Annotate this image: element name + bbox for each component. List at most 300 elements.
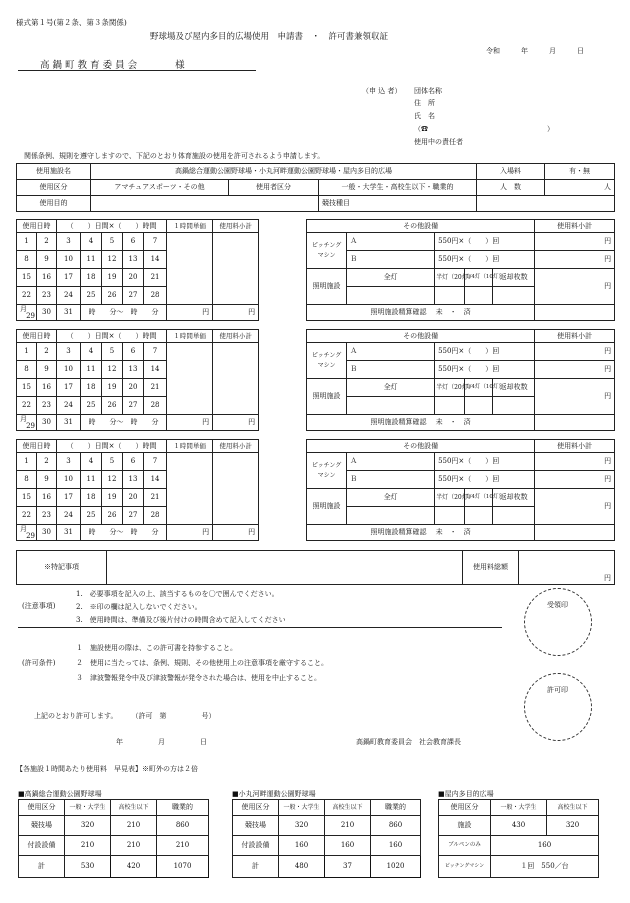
fee-heading: 【各施設１時間あたり使用料 早見表】※町外の方は２倍 [16, 765, 198, 773]
day-cell[interactable]: 15 [17, 379, 37, 397]
recipient-underline [18, 70, 256, 71]
fee-cell: 210 [111, 816, 157, 836]
lighting-quarter[interactable]: 1/4灯（10灯） [465, 379, 493, 397]
day-cell[interactable]: 20 [123, 269, 144, 287]
option-b-price[interactable]: 550円×（ ）回 [435, 471, 535, 489]
conditions-label: (許可条件) [22, 659, 56, 667]
unit-price-cell[interactable] [167, 453, 213, 525]
fee-header: 使用区分 [19, 800, 65, 816]
day-cell[interactable]: 19 [102, 379, 123, 397]
day-cell[interactable]: 28 [144, 507, 167, 525]
special-notes-label: ※特記事項 [17, 551, 107, 585]
gap-cell [259, 233, 307, 321]
day-cell[interactable]: 4 [81, 343, 102, 361]
fee-header: 使用区分 [439, 800, 491, 816]
name-field[interactable]: 氏 名 [414, 112, 435, 120]
unit-price-yen[interactable]: 円 [167, 525, 213, 541]
fee-cell: 210 [157, 836, 209, 856]
day-cell[interactable]: 8 [17, 471, 37, 489]
day-cell[interactable]: 7 [144, 453, 167, 471]
day-cell[interactable]: 2 [37, 233, 57, 251]
day-cell[interactable]: 24 [57, 397, 81, 415]
day-cell[interactable]: 10 [57, 471, 81, 489]
class-label: 使用区分 [17, 180, 91, 196]
option-a-price[interactable]: 550円×（ ）回 [435, 233, 535, 251]
receipt-stamp-circle [524, 588, 592, 656]
fee-total: 480 [279, 856, 325, 878]
user-class-value[interactable]: 一般・大学生・高校生以下・職業的 [319, 180, 477, 196]
event-value[interactable] [477, 196, 615, 212]
lighting-label: 照明施設 [307, 269, 347, 305]
day-cell[interactable]: 26 [102, 287, 123, 305]
day-cell[interactable]: 23 [37, 287, 57, 305]
day-cell[interactable]: 19 [102, 269, 123, 287]
fee-header: 職業的 [157, 800, 209, 816]
fee-cell: 付設設備 [233, 836, 279, 856]
day-cell[interactable]: 28 [144, 287, 167, 305]
fee-table-1-title: ■高鍋総合運動公園野球場 [18, 790, 102, 798]
condition-3: ３ 津波警報発令中及び津波警報が発令された場合は、使用を中止すること。 [76, 674, 321, 682]
date-label: 使用日時 [17, 330, 57, 343]
org-name-field[interactable]: 団体名称 [414, 87, 442, 95]
subtotal-cell[interactable] [213, 233, 259, 305]
gap-cell [259, 453, 307, 541]
option-b[interactable]: Ｂ [347, 361, 435, 379]
special-table [16, 550, 615, 585]
option-a[interactable]: Ａ [347, 453, 435, 471]
option-b-price[interactable]: 550円×（ ）回 [435, 361, 535, 379]
facility-value[interactable]: 高鍋総合運動公園野球場・小丸河畔運動公園野球場・屋内多目的広場 [91, 164, 477, 180]
fee-table-1 [18, 799, 209, 878]
gap-cell [259, 220, 307, 233]
gap-cell [259, 343, 307, 431]
receipt-stamp-label: 受領印 [547, 601, 568, 609]
day-cell[interactable]: 12 [102, 251, 123, 269]
lighting-half-field[interactable] [435, 287, 465, 305]
machine-label: マシン [317, 471, 336, 479]
lighting-yen[interactable]: 円 [535, 269, 615, 305]
lighting-half[interactable]: 半灯（20灯） [435, 489, 465, 507]
notes-label: (注意事項) [22, 602, 56, 610]
day-cell[interactable]: 26 [102, 507, 123, 525]
gap-cell [259, 440, 307, 453]
lighting-label: 照明施設 [307, 379, 347, 415]
return-count-label: 返却枚数 [493, 379, 535, 397]
day-cell[interactable] [17, 305, 37, 321]
intro-text: 関係条例、規則を遵守しますので、下記のとおり体育施設の使用を許可されるよう申請します。 [24, 152, 325, 160]
count-label: 人 数 [477, 180, 545, 196]
day-cell[interactable]: 7 [144, 343, 167, 361]
subtotal-label: 使用料小計 [213, 220, 259, 233]
day-cell[interactable]: 3 [57, 343, 81, 361]
day-cell[interactable]: 5 [102, 453, 123, 471]
fee-table-2 [232, 799, 421, 878]
fee-cell: 210 [325, 816, 371, 836]
day-cell[interactable]: 12 [102, 361, 123, 379]
day-cell[interactable]: 30 [37, 305, 57, 321]
lighting-quarter-field[interactable] [465, 397, 493, 415]
day-cell[interactable] [17, 525, 37, 541]
day-cell[interactable]: 28 [144, 397, 167, 415]
subtotal-yen[interactable]: 円 [213, 305, 259, 321]
lighting-check[interactable]: 照明施設精算確認 未 ・ 済 [307, 525, 535, 541]
other-equipment-label: その他設備 [307, 330, 535, 343]
responsible-field[interactable]: 使用中の責任者 [414, 138, 463, 146]
fee-header: 高校生以下 [547, 800, 599, 816]
date-label: 使用日時 [17, 440, 57, 453]
usage-block-2 [16, 329, 615, 431]
return-count-label: 返却枚数 [493, 489, 535, 507]
subtotal-label: 使用料小計 [213, 440, 259, 453]
purpose-label: 使用目的 [17, 196, 91, 212]
fee-cell: 430 [491, 816, 547, 836]
lighting-quarter[interactable]: 1/4灯（10灯） [465, 489, 493, 507]
total-fee-label: 使用料総額 [463, 551, 519, 585]
day-cell[interactable]: 5 [102, 233, 123, 251]
permit-statement: 上記のとおり許可します。 （許可 第 号） [34, 712, 216, 720]
lighting-half[interactable]: 半灯（20灯） [435, 379, 465, 397]
other-subtotal-label: 使用料小計 [535, 330, 615, 343]
day-cell[interactable]: 23 [37, 397, 57, 415]
lighting-quarter-field[interactable] [465, 287, 493, 305]
fee-header: 職業的 [371, 800, 421, 816]
day-cell[interactable]: 8 [17, 251, 37, 269]
lighting-full-field[interactable] [347, 287, 435, 305]
fee-total: 1070 [157, 856, 209, 878]
day-cell[interactable]: 17 [57, 269, 81, 287]
day-cell[interactable]: 27 [123, 287, 144, 305]
lighting-full[interactable]: 全灯 [347, 379, 435, 397]
day-cell[interactable]: 15 [17, 489, 37, 507]
subtotal-yen[interactable]: 円 [213, 525, 259, 541]
fee-cell: １回 550／台 [491, 856, 599, 878]
pitching-label: ピッチング [311, 241, 342, 249]
check-blank[interactable] [535, 305, 615, 321]
day-cell[interactable]: 15 [17, 269, 37, 287]
day-cell[interactable]: 23 [37, 507, 57, 525]
day-cell[interactable]: 30 [37, 525, 57, 541]
day-cell[interactable]: 5 [102, 343, 123, 361]
fee-cell: ブルペンのみ [439, 836, 491, 856]
fee-total-label: 計 [19, 856, 65, 878]
return-count-field[interactable] [493, 397, 535, 415]
day-cell[interactable]: 2 [37, 453, 57, 471]
day-cell[interactable]: 22 [17, 397, 37, 415]
day-cell[interactable]: 31 [57, 525, 81, 541]
fee-total: 420 [111, 856, 157, 878]
subtotal-cell[interactable] [213, 453, 259, 525]
fee-header: 高校生以下 [325, 800, 371, 816]
fee-cell: ピッチングマシン [439, 856, 491, 878]
lighting-half-field[interactable] [435, 397, 465, 415]
usage-block-3 [16, 439, 615, 541]
date-line[interactable]: 令和 年 月 日 [486, 47, 584, 55]
note-3: 3. 使用時間は、準備及び後片付けの時間含めて記入してください [76, 616, 286, 624]
option-a[interactable]: Ａ [347, 233, 435, 251]
day-cell[interactable]: 31 [57, 415, 81, 431]
return-count-label: 返却枚数 [493, 269, 535, 287]
unit-price-label: １時間単価 [167, 330, 213, 343]
document-title: 野球場及び屋内多目的広場使用 申請書 ・ 許可書兼領収証 [150, 32, 389, 42]
lighting-full[interactable]: 全灯 [347, 489, 435, 507]
fee-header: 一般・大学生 [65, 800, 111, 816]
day-cell[interactable]: 6 [123, 343, 144, 361]
day-cell[interactable]: 3 [57, 453, 81, 471]
lighting-full[interactable]: 全灯 [347, 269, 435, 287]
pitching-machine-label [307, 343, 347, 379]
permit-stamp-label: 許可印 [547, 686, 568, 694]
day-cell[interactable]: 14 [144, 471, 167, 489]
user-class-label: 使用者区分 [229, 180, 319, 196]
day-cell[interactable]: 2 [37, 343, 57, 361]
permit-issuer: 高鍋町教育委員会 社会教育課長 [356, 738, 461, 746]
applicant-label: （申 込 者） [362, 87, 402, 95]
day-cell[interactable]: 20 [123, 489, 144, 507]
day-cell[interactable]: 10 [57, 361, 81, 379]
fee-total: 37 [325, 856, 371, 878]
option-b-yen[interactable]: 円 [535, 471, 615, 489]
day-cell[interactable]: 27 [123, 507, 144, 525]
day-cell[interactable]: 17 [57, 489, 81, 507]
time-range[interactable]: 時 分～ 時 分 [81, 305, 167, 321]
notes-divider [18, 627, 502, 628]
fee-header: 一般・大学生 [491, 800, 547, 816]
other-subtotal-label: 使用料小計 [535, 440, 615, 453]
day-cell[interactable]: 13 [123, 251, 144, 269]
days-label[interactable]: （ ）日間×（ ）時間 [57, 440, 167, 453]
option-b-yen[interactable]: 円 [535, 361, 615, 379]
fee-cell: 160 [491, 836, 599, 856]
day-cell[interactable] [17, 415, 37, 431]
month-label: 月 [20, 524, 27, 533]
option-b[interactable]: Ｂ [347, 471, 435, 489]
total-fee-field[interactable]: 円 [519, 551, 615, 585]
day-cell[interactable]: 4 [81, 453, 102, 471]
day-cell[interactable]: 24 [57, 287, 81, 305]
address-field[interactable]: 住 所 [414, 99, 435, 107]
day-29: 29 [26, 531, 35, 540]
purpose-value[interactable] [91, 196, 319, 212]
fee-cell: 210 [65, 836, 111, 856]
lighting-yen[interactable]: 円 [535, 489, 615, 525]
fee-total-label: 計 [233, 856, 279, 878]
unit-price-yen[interactable]: 円 [167, 305, 213, 321]
return-count-field[interactable] [493, 287, 535, 305]
info-table [16, 163, 615, 212]
fee-cell: 競技場 [233, 816, 279, 836]
day-cell[interactable]: 16 [37, 489, 57, 507]
day-cell[interactable]: 21 [144, 269, 167, 287]
condition-1: １ 施設使用の際は、この許可書を持参すること。 [76, 644, 237, 652]
unit-price-label: １時間単価 [167, 440, 213, 453]
fee-cell: 160 [371, 836, 421, 856]
day-cell[interactable]: 9 [37, 361, 57, 379]
option-a-price[interactable]: 550円×（ ）回 [435, 343, 535, 361]
note-1: 1. 必要事項を記入の上、該当するものを〇で囲んでください。 [76, 590, 279, 598]
day-cell[interactable]: 14 [144, 251, 167, 269]
day-cell[interactable]: 21 [144, 379, 167, 397]
day-cell[interactable]: 10 [57, 251, 81, 269]
fee-cell: 160 [325, 836, 371, 856]
day-29: 29 [26, 311, 35, 320]
fee-table-3-title: ■屋内多目的広場 [438, 790, 494, 798]
lighting-half[interactable]: 半灯（20灯） [435, 269, 465, 287]
pitching-label: ピッチング [311, 461, 342, 469]
option-a-yen[interactable]: 円 [535, 233, 615, 251]
pitching-machine-label [307, 453, 347, 489]
lighting-label: 照明施設 [307, 489, 347, 525]
phone-field[interactable]: （☎ ） [414, 125, 554, 133]
day-cell[interactable]: 18 [81, 269, 102, 287]
pitching-machine-label [307, 233, 347, 269]
permit-stamp-circle [524, 673, 592, 741]
lighting-full-field[interactable] [347, 507, 435, 525]
fee-cell: 付設設備 [19, 836, 65, 856]
count-unit[interactable]: 人 [545, 180, 615, 196]
fee-cell: 競技場 [19, 816, 65, 836]
special-notes-field[interactable] [107, 551, 463, 585]
form-number: 様式第１号(第２条、第３条関係) [16, 18, 127, 27]
facility-label: 使用施設名 [17, 164, 91, 180]
fee-cell: 160 [279, 836, 325, 856]
unit-price-cell[interactable] [167, 233, 213, 305]
gap-cell [259, 330, 307, 343]
option-b-yen[interactable]: 円 [535, 251, 615, 269]
day-cell[interactable]: 27 [123, 397, 144, 415]
other-equipment-label: その他設備 [307, 440, 535, 453]
day-cell[interactable]: 7 [144, 233, 167, 251]
day-cell[interactable]: 13 [123, 471, 144, 489]
return-count-field[interactable] [493, 507, 535, 525]
day-cell[interactable]: 8 [17, 361, 37, 379]
pitching-label: ピッチング [311, 351, 342, 359]
lighting-check[interactable]: 照明施設精算確認 未 ・ 済 [307, 415, 535, 431]
day-cell[interactable]: 18 [81, 489, 102, 507]
unit-price-cell[interactable] [167, 343, 213, 415]
day-cell[interactable]: 25 [81, 397, 102, 415]
day-cell[interactable]: 1 [17, 233, 37, 251]
day-cell[interactable]: 6 [123, 233, 144, 251]
day-29: 29 [26, 421, 35, 430]
day-cell[interactable]: 25 [81, 507, 102, 525]
days-label[interactable]: （ ）日間×（ ）時間 [57, 330, 167, 343]
entry-label: 入場料 [477, 164, 545, 180]
subtotal-yen[interactable]: 円 [213, 415, 259, 431]
unit-price-label: １時間単価 [167, 220, 213, 233]
day-cell[interactable]: 20 [123, 379, 144, 397]
entry-value[interactable]: 有・無 [545, 164, 615, 180]
fee-header: 一般・大学生 [279, 800, 325, 816]
day-cell[interactable]: 25 [81, 287, 102, 305]
day-cell[interactable]: 14 [144, 361, 167, 379]
day-cell[interactable]: 16 [37, 379, 57, 397]
option-a-yen[interactable]: 円 [535, 453, 615, 471]
days-label[interactable]: （ ）日間×（ ）時間 [57, 220, 167, 233]
fee-cell: 320 [547, 816, 599, 836]
day-cell[interactable]: 6 [123, 453, 144, 471]
condition-2: ２ 使用に当たっては、条例、規則、その他使用上の注意事項を厳守すること。 [76, 659, 328, 667]
machine-label: マシン [317, 361, 336, 369]
check-blank[interactable] [535, 525, 615, 541]
fee-cell: 320 [65, 816, 111, 836]
date-label: 使用日時 [17, 220, 57, 233]
month-label: 月 [20, 414, 27, 423]
option-a[interactable]: Ａ [347, 343, 435, 361]
fee-table-2-title: ■小丸河畔運動公園野球場 [232, 790, 316, 798]
fee-header: 使用区分 [233, 800, 279, 816]
subtotal-label: 使用料小計 [213, 330, 259, 343]
time-range[interactable]: 時 分～ 時 分 [81, 415, 167, 431]
day-cell[interactable]: 22 [17, 507, 37, 525]
option-b[interactable]: Ｂ [347, 251, 435, 269]
day-cell[interactable]: 18 [81, 379, 102, 397]
unit-price-yen[interactable]: 円 [167, 415, 213, 431]
day-cell[interactable]: 12 [102, 471, 123, 489]
fee-cell: 860 [371, 816, 421, 836]
other-equipment-label: その他設備 [307, 220, 535, 233]
day-cell[interactable]: 1 [17, 343, 37, 361]
option-b-price[interactable]: 550円×（ ）回 [435, 251, 535, 269]
other-subtotal-label: 使用料小計 [535, 220, 615, 233]
usage-block-1 [16, 219, 615, 321]
class-value[interactable]: アマチュアスポーツ・その他 [91, 180, 229, 196]
fee-cell: 210 [111, 836, 157, 856]
lighting-quarter-field[interactable] [465, 507, 493, 525]
check-blank[interactable] [535, 415, 615, 431]
fee-total: 1020 [371, 856, 421, 878]
note-2: 2. ※印の欄は記入しないでください。 [76, 603, 202, 611]
recipient: 高 鍋 町 教 育 委 員 会 様 [40, 60, 185, 71]
day-cell[interactable]: 30 [37, 415, 57, 431]
machine-label: マシン [317, 251, 336, 259]
lighting-check[interactable]: 照明施設精算確認 未 ・ 済 [307, 305, 535, 321]
day-cell[interactable]: 22 [17, 287, 37, 305]
month-label: 月 [20, 304, 27, 313]
option-a-price[interactable]: 550円×（ ）回 [435, 453, 535, 471]
day-cell[interactable]: 11 [81, 471, 102, 489]
subtotal-cell[interactable] [213, 343, 259, 415]
lighting-yen[interactable]: 円 [535, 379, 615, 415]
day-cell[interactable]: 9 [37, 251, 57, 269]
day-cell[interactable]: 1 [17, 453, 37, 471]
day-cell[interactable]: 31 [57, 305, 81, 321]
option-a-yen[interactable]: 円 [535, 343, 615, 361]
day-cell[interactable]: 11 [81, 251, 102, 269]
day-cell[interactable]: 26 [102, 397, 123, 415]
fee-total: 530 [65, 856, 111, 878]
fee-cell: 施設 [439, 816, 491, 836]
time-range[interactable]: 時 分～ 時 分 [81, 525, 167, 541]
fee-cell: 860 [157, 816, 209, 836]
lighting-half-field[interactable] [435, 507, 465, 525]
day-cell[interactable]: 4 [81, 233, 102, 251]
day-cell[interactable]: 16 [37, 269, 57, 287]
day-cell[interactable]: 24 [57, 507, 81, 525]
fee-header: 高校生以下 [111, 800, 157, 816]
day-cell[interactable]: 3 [57, 233, 81, 251]
day-cell[interactable]: 13 [123, 361, 144, 379]
day-cell[interactable]: 17 [57, 379, 81, 397]
event-label: 競技種目 [319, 196, 477, 212]
day-cell[interactable]: 9 [37, 471, 57, 489]
permit-date[interactable]: 年 月 日 [116, 738, 207, 746]
lighting-quarter[interactable]: 1/4灯（10灯） [465, 269, 493, 287]
day-cell[interactable]: 19 [102, 489, 123, 507]
lighting-full-field[interactable] [347, 397, 435, 415]
fee-table-3 [438, 799, 599, 878]
day-cell[interactable]: 11 [81, 361, 102, 379]
day-cell[interactable]: 21 [144, 489, 167, 507]
